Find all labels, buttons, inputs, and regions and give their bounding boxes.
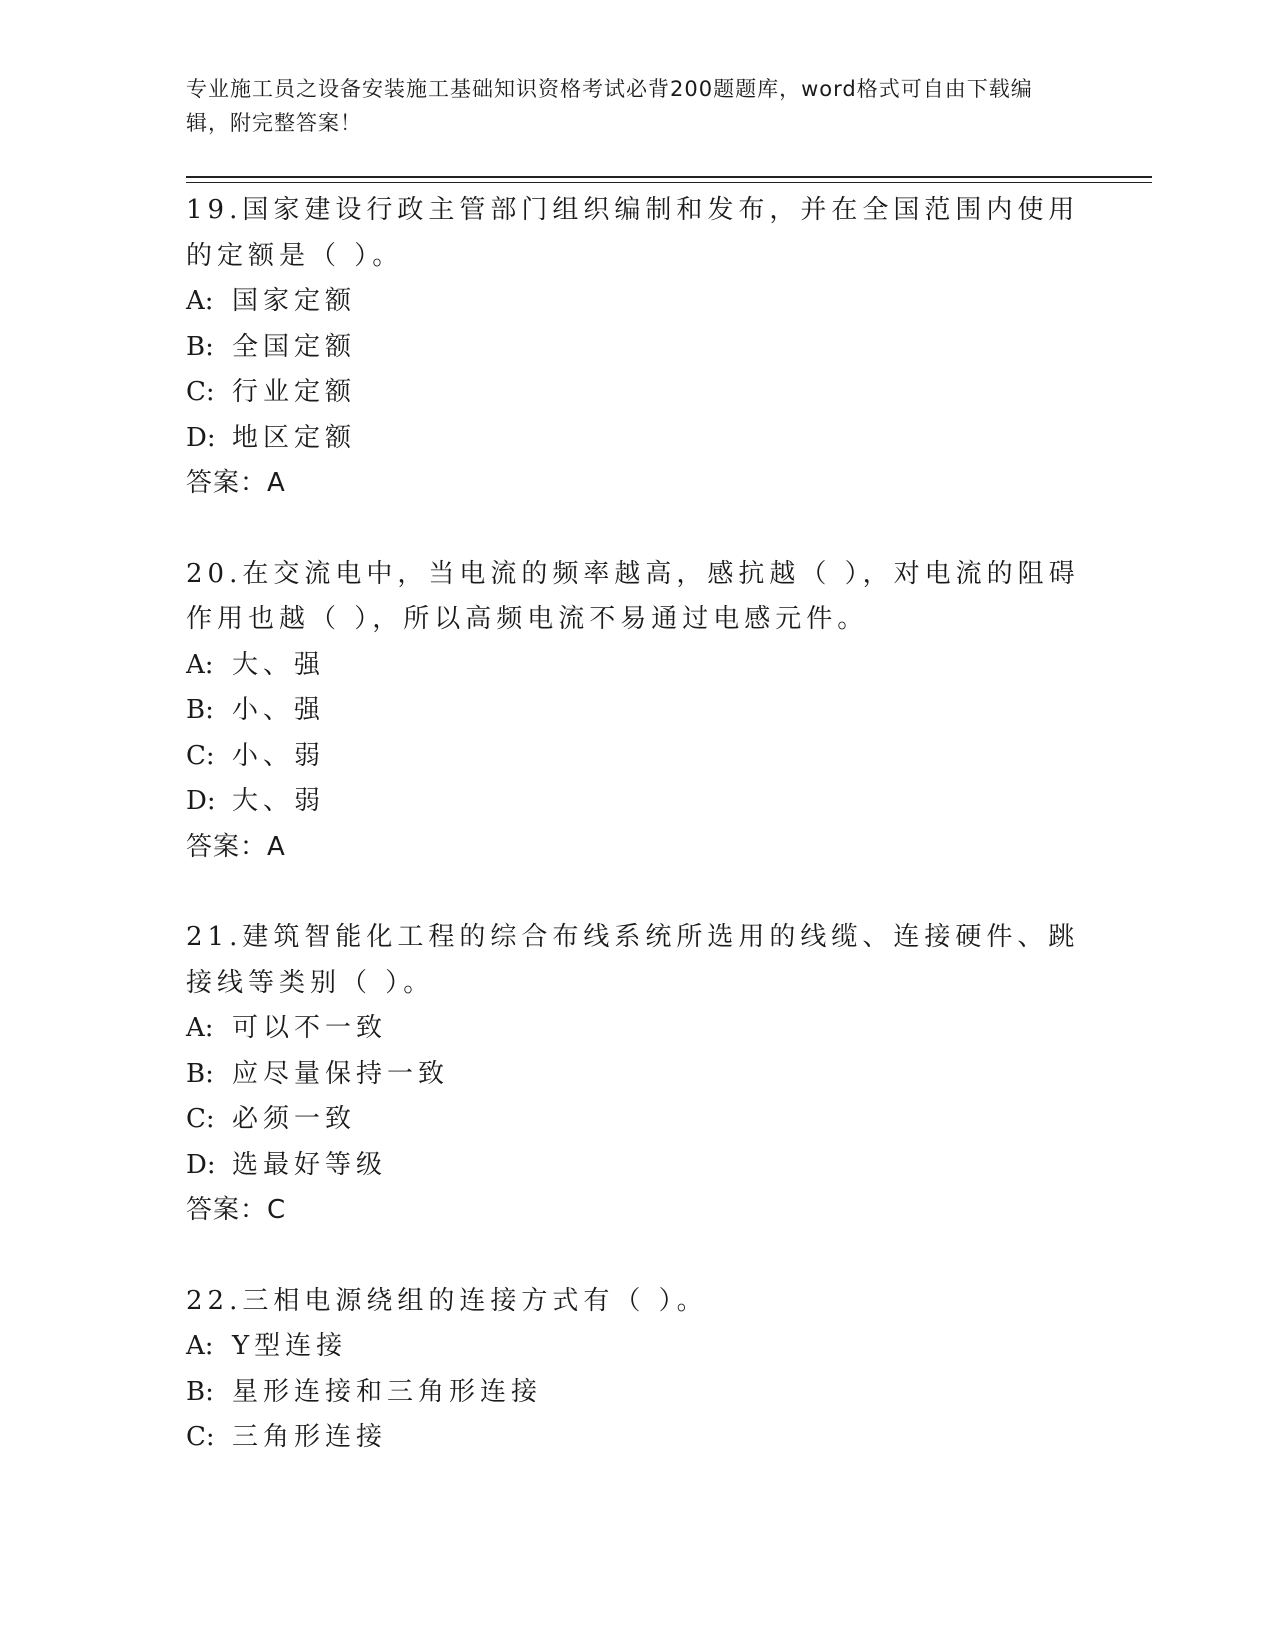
option-text: 应尽量保持一致 (232, 1058, 450, 1089)
option-letter: B: (186, 1058, 214, 1089)
option-text: 全国定额 (232, 331, 357, 362)
option-letter: A: (186, 649, 214, 680)
option-letter: C: (186, 1422, 215, 1452)
option-a (186, 1006, 1086, 1052)
option-text: 小、弱 (232, 740, 326, 771)
option-text: 大、强 (232, 649, 326, 680)
option-c (186, 370, 1086, 416)
option-text: 可以不一致 (232, 1013, 388, 1043)
option-letter: A: (186, 1013, 214, 1043)
option-letter: B: (186, 331, 214, 362)
option-text: Y型连接 (232, 1331, 348, 1361)
option-letter: C: (186, 740, 215, 771)
question-20 (186, 552, 1086, 871)
question-19 (186, 188, 1086, 507)
option-a (186, 279, 1086, 325)
option-text: 选最好等级 (232, 1149, 388, 1180)
question-list (186, 188, 1086, 1506)
option-d (186, 779, 1086, 825)
option-letter: D: (186, 786, 216, 816)
option-letter: A: (186, 286, 214, 316)
option-b (186, 688, 1086, 734)
answer-line: 答案：C (186, 1195, 287, 1225)
option-a (186, 1324, 1086, 1370)
answer-line: 答案：A (186, 831, 286, 862)
header-divider-thick (186, 176, 1152, 178)
option-letter: B: (186, 695, 214, 725)
option-c (186, 1415, 1086, 1461)
option-letter: B: (186, 1376, 214, 1407)
option-letter: C: (186, 377, 215, 407)
option-b (186, 1370, 1086, 1416)
document-header: 专业施工员之设备安装施工基础知识资格考试必背200题题库，word格式可自由下载编辑，附完整答案！ (186, 77, 1033, 135)
option-text: 必须一致 (232, 1104, 357, 1134)
option-letter: D: (186, 1149, 216, 1180)
option-a (186, 643, 1086, 689)
question-stem: 19.国家建设行政主管部门组织编制和发布，并在全国范围内使用的定额是（ ）。 (186, 195, 1080, 271)
option-letter: A: (186, 1331, 214, 1361)
option-text: 大、弱 (232, 786, 326, 816)
question-stem: 20.在交流电中，当电流的频率越高，感抗越（ ），对电流的阻碍作用也越（ ），所以高频电流不易通过电感元件。 (186, 558, 1080, 634)
question-22 (186, 1279, 1086, 1461)
option-b (186, 325, 1086, 371)
option-c (186, 734, 1086, 780)
header-divider-thin (186, 182, 1152, 183)
option-text: 星形连接和三角形连接 (232, 1376, 543, 1407)
answer-line: 答案：A (186, 468, 286, 498)
option-letter: D: (186, 422, 216, 453)
option-b (186, 1052, 1086, 1098)
option-letter: C: (186, 1104, 215, 1134)
option-text: 小、强 (232, 695, 326, 725)
option-text: 地区定额 (232, 422, 357, 453)
option-text: 国家定额 (232, 286, 357, 316)
question-21 (186, 915, 1086, 1234)
option-d (186, 1143, 1086, 1189)
option-d (186, 416, 1086, 462)
option-text: 三角形连接 (232, 1422, 388, 1452)
option-text: 行业定额 (232, 377, 357, 407)
option-c (186, 1097, 1086, 1143)
question-stem: 21.建筑智能化工程的综合布线系统所选用的线缆、连接硬件、跳接线等类别（ ）。 (186, 922, 1080, 998)
question-stem: 22.三相电源绕组的连接方式有（ ）。 (186, 1285, 708, 1316)
